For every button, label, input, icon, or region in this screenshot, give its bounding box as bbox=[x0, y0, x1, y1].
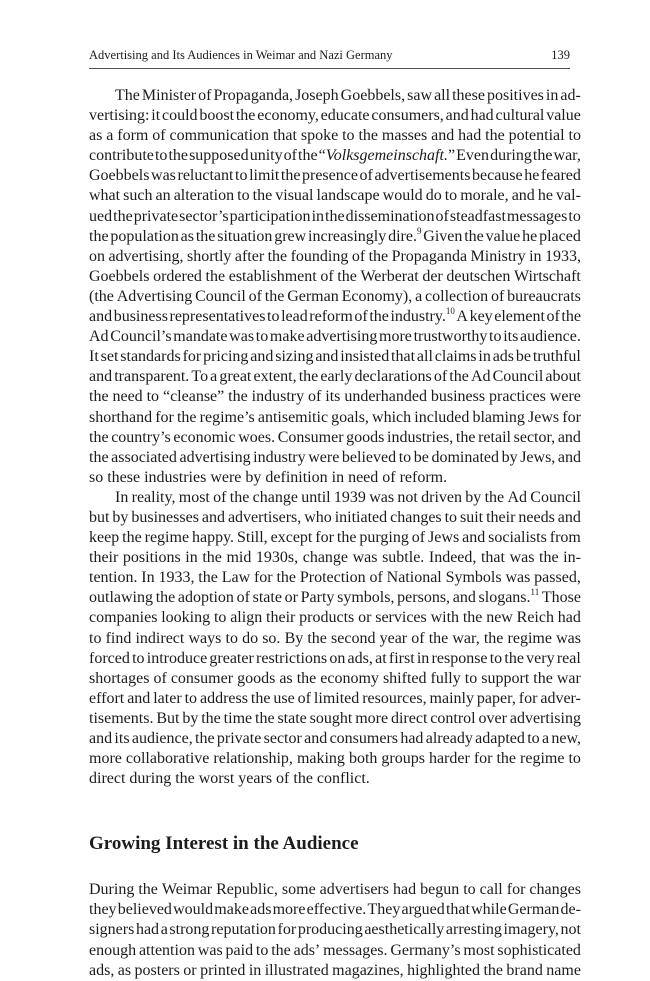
text-line: outlawing the adoption of state or Party symbols, persons, and slogans.$^{11}$ Those bbox=[89, 587, 581, 607]
text-line: Goebbels was reluctant to limit the presence of advertisements because he feared bbox=[89, 167, 581, 185]
text-line: so these industries were by definition in need of reform. bbox=[89, 468, 448, 486]
text-line: the country’s economic woes. Consumer goods industries, the retail sector, and bbox=[89, 428, 581, 446]
text-line: as a form of communication that spoke to the masses and had the potential to bbox=[89, 127, 581, 145]
text-line: and its audience, the private sector and consumers had already adapted to a new, bbox=[89, 730, 581, 747]
text-line: effort and later to address the use of limited resources, mainly paper, for adver- bbox=[89, 689, 581, 707]
text-line: shorthand for the regime’s antisemitic goals, which included blaming Jews for bbox=[89, 408, 581, 426]
text-line: tention. In 1933, the Law for the Protection of National Symbols was passed, bbox=[89, 569, 581, 587]
text-line: ads, as posters or printed in illustrated magazines, highlighted the brand name bbox=[89, 961, 581, 979]
text-line: to find indirect ways to do so. By the second year of the war, the regime was bbox=[89, 629, 581, 647]
body-text bbox=[89, 86, 581, 981]
paragraph-1 bbox=[89, 86, 581, 488]
text-line: direct during the worst years of the conflict. bbox=[89, 770, 370, 788]
text-line: During the Weimar Republic, some advertisers had begun to call for changes bbox=[89, 881, 581, 899]
text-line: Ad Council’s mandate was to make advertising more trustworthy to its audience. bbox=[89, 328, 581, 346]
text-line: on advertising, shortly after the founding of the Propaganda Ministry in 1933, bbox=[89, 247, 581, 265]
text-line: signers had a strong reputation for producing aesthetically arresting imagery, not bbox=[89, 921, 581, 939]
text-line: keep the regime happy. Still, except for the purging of Jews and socialists from bbox=[89, 529, 581, 547]
text-line: enough attention was paid to the ads’ messages. Germany’s most sophisticated bbox=[89, 941, 581, 959]
text-line: shortages of consumer goods as the economy shifted fully to support the war bbox=[89, 669, 581, 687]
text-line: Goebbels ordered the establishment of the Werberat der deutschen Wirtschaft bbox=[89, 267, 581, 285]
section-heading: Growing Interest in the Audience bbox=[89, 833, 359, 855]
text-line: It set standards for pricing and sizing and insisted that all claims in ads be truthful bbox=[89, 348, 581, 366]
text-line: tisements. But by the time the state sought more direct control over advertising bbox=[89, 709, 581, 727]
text-line: (the Advertising Council of the German Economy), a collection of bureaucrats bbox=[89, 287, 581, 305]
text-line: and transparent. To a great extent, the early declarations of the Ad Council about bbox=[89, 368, 581, 386]
text-line: the need to “cleanse” the industry of its underhanded business practices were bbox=[89, 388, 581, 406]
text-line: more collaborative relationship, making both groups harder for the regime to bbox=[89, 750, 581, 768]
running-head bbox=[89, 48, 570, 63]
text-line: contribute to the supposed unity of the “Volksgemeinschaft.” Even during the war, bbox=[89, 147, 581, 165]
text-line: but by businesses and advertisers, who initiated changes to suit their needs and bbox=[89, 508, 581, 526]
text-line: companies looking to align their products or services with the new Reich had bbox=[89, 609, 581, 627]
text-line: what such an alteration to the visual landscape would do to morale, and he val- bbox=[89, 187, 581, 205]
running-title: Advertising and Its Audiences in Weimar and Nazi Germany bbox=[89, 48, 393, 62]
text-line: In reality, most of the change until 1939 was not driven by the Ad Council bbox=[115, 488, 581, 506]
paragraph-3 bbox=[89, 880, 581, 980]
paragraph-2 bbox=[89, 488, 581, 789]
text-line: and business representatives to lead reform of the industry.$^{10}$ A key element of the bbox=[89, 306, 581, 326]
text-line: their positions in the mid 1930s, change was subtle. Indeed, that was the in- bbox=[89, 549, 581, 567]
text-line: ued the private sector’s participation in the dissemination of steadfast messages to bbox=[89, 207, 581, 225]
header-rule bbox=[89, 68, 570, 69]
text-line: the associated advertising industry were believed to be dominated by Jews, and bbox=[89, 448, 581, 466]
page-number: 139 bbox=[551, 48, 570, 62]
text-line: the population as the situation grew increasingly dire.$^9$ Given the value he placed bbox=[89, 225, 581, 245]
text-line: vertising: it could boost the economy, educate consumers, and had cultural value bbox=[89, 107, 581, 125]
text-line: they believed would make ads more effective. They argued that while German de- bbox=[89, 901, 581, 919]
text-line: The Minister of Propaganda, Joseph Goebbels, saw all these positives in ad- bbox=[115, 87, 581, 104]
text-line: forced to introduce greater restrictions on ads, at first in response to the very real bbox=[89, 649, 581, 667]
